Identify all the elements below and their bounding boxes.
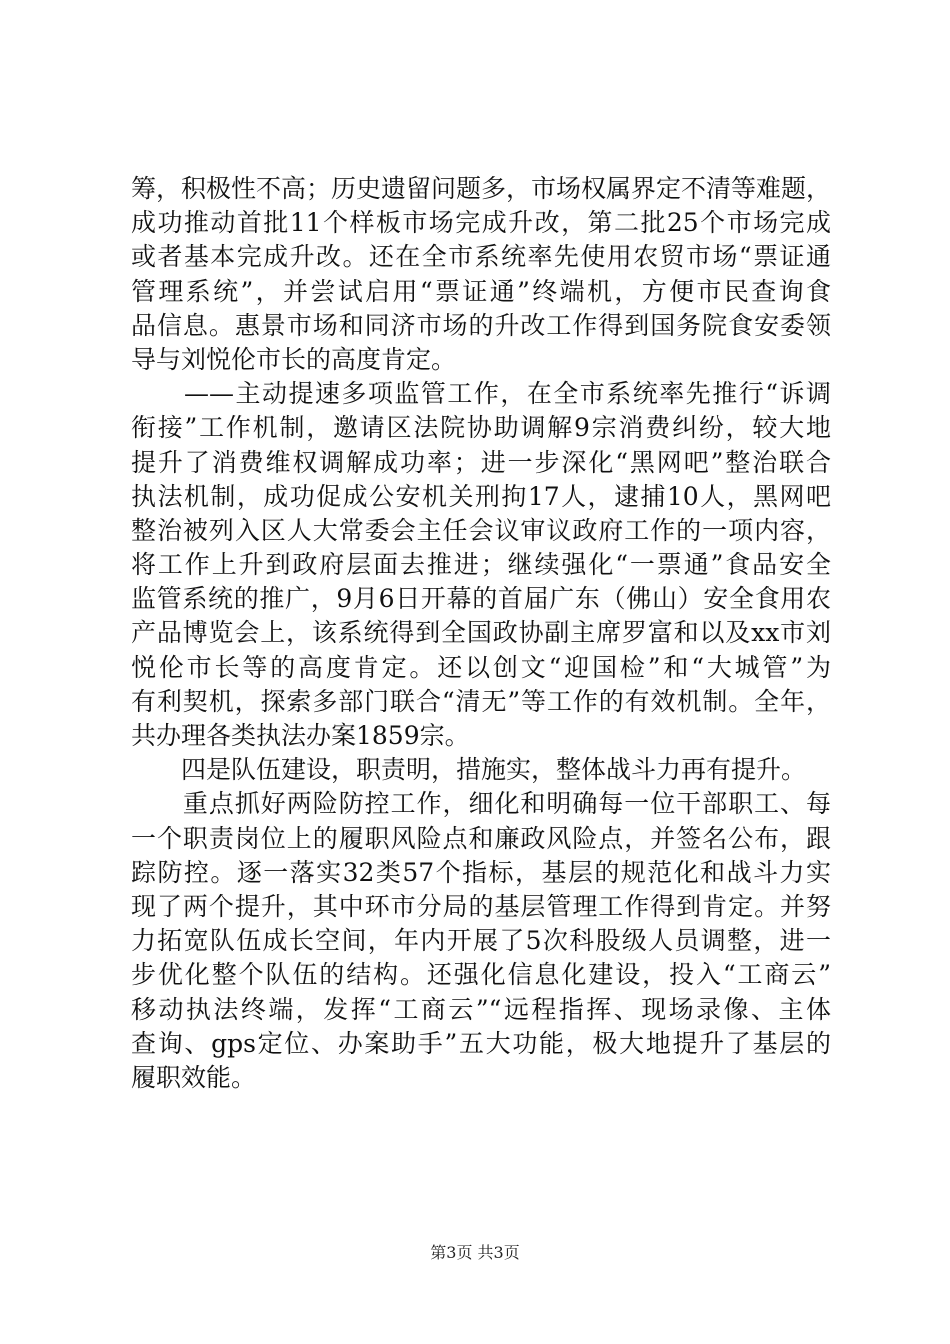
text-line: 导与刘悦伦市长的高度肯定。 xyxy=(131,344,457,374)
text-line: 履职效能。 xyxy=(131,1062,257,1092)
text-line: 重点抓好两险防控工作，细化和明确每一位干部职工、每 xyxy=(131,789,831,819)
text-line: 力拓宽队伍成长空间，年内开展了5次科股级人员调整，进一 xyxy=(131,926,831,956)
text-line: 衔接”工作机制，邀请区法院协助调解9宗消费纠纷，较大地 xyxy=(131,413,831,443)
text-line: 管理系统”，并尝试启用“票证通”终端机，方便市民查询食 xyxy=(131,276,831,306)
text-line: 产品博览会上，该系统得到全国政协副主席罗富和以及xx市刘 xyxy=(131,618,831,648)
text-line: 将工作上升到政府层面去推进；继续强化“一票通”食品安全 xyxy=(131,550,831,580)
text-line: ——主动提速多项监管工作，在全市系统率先推行“诉调 xyxy=(131,379,831,409)
text-line: 共办理各类执法办案1859宗。 xyxy=(131,721,470,750)
text-line: 现了两个提升，其中环市分局的基层管理工作得到肯定。并努 xyxy=(131,891,831,921)
text-line: 悦伦市长等的高度肯定。还以创文“迎国检”和“大城管”为 xyxy=(131,652,831,682)
text-line: 步优化整个队伍的结构。还强化信息化建设，投入“工商云” xyxy=(131,960,831,990)
text-line: 整治被列入区人大常委会主任会议审议政府工作的一项内容， xyxy=(131,515,831,545)
document-body xyxy=(131,172,831,1095)
text-line: 筹，积极性不高；历史遗留问题多，市场权属界定不清等难题， xyxy=(131,174,832,203)
text-line: 踪防控。逐一落实32类57个指标，基层的规范化和战斗力实 xyxy=(131,857,831,887)
text-line: 监管系统的推广，9月6日开幕的首届广东（佛山）安全食用农 xyxy=(131,584,831,614)
text-line: 查询、gps定位、办案助手”五大功能，极大地提升了基层的 xyxy=(131,1028,831,1058)
text-line: 成功推动首批11个样板市场完成升改，第二批25个市场完成 xyxy=(131,208,831,238)
text-line: 品信息。惠景市场和同济市场的升改工作得到国务院食安委领 xyxy=(131,310,831,340)
text-line: 一个职责岗位上的履职风险点和廉政风险点，并签名公布，跟 xyxy=(131,823,831,853)
text-line: 有利契机，探索多部门联合“清无”等工作的有效机制。全年， xyxy=(131,686,831,716)
text-line: 四是队伍建设，职责明，措施实，整体战斗力再有提升。 xyxy=(131,755,807,785)
text-line: 移动执法终端，发挥“工商云”“远程指挥、现场录像、主体 xyxy=(131,994,831,1024)
text-line: 或者基本完成升改。还在全市系统率先使用农贸市场“票证通 xyxy=(131,242,831,272)
page-footer: 第3页 共3页 xyxy=(430,1243,520,1262)
text-line: 提升了消费维权调解成功率；进一步深化“黑网吧”整治联合 xyxy=(131,447,831,477)
text-line: 执法机制，成功促成公安机关刑拘17人，逮捕10人，黑网吧 xyxy=(131,481,831,511)
